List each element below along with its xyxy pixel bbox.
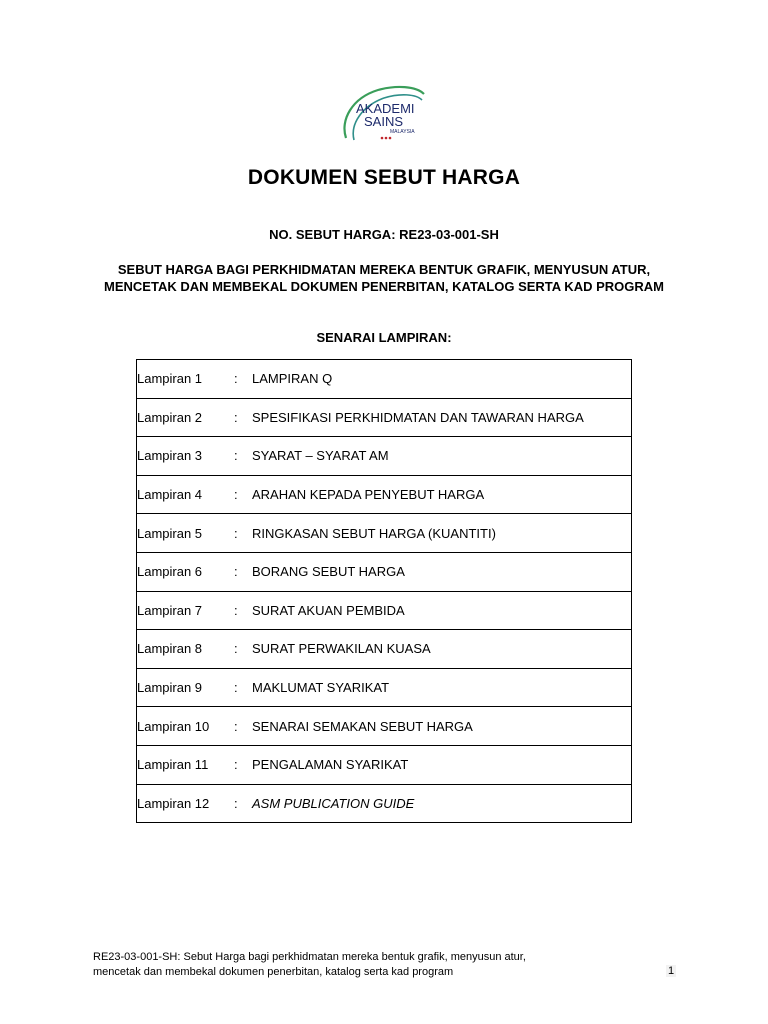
logo-graphic [338, 80, 430, 146]
attachment-separator: : [234, 514, 252, 553]
attachment-description: ARAHAN KEPADA PENYEBUT HARGA [252, 475, 632, 514]
attachment-name: Lampiran 6 [137, 552, 235, 591]
attachment-description: PENGALAMAN SYARIKAT [252, 745, 632, 784]
table-row [137, 784, 632, 823]
page-number: 1 [668, 965, 675, 977]
attachment-description: ASM PUBLICATION GUIDE [252, 784, 632, 823]
subject-line-1: SEBUT HARGA BAGI PERKHIDMATAN MEREKA BENTUK GRAFIK, MENYUSUN ATUR, [117, 262, 651, 277]
table-row [137, 437, 632, 476]
table-row [137, 707, 632, 746]
attachment-separator: : [234, 398, 252, 437]
attachment-name: Lampiran 2 [137, 398, 235, 437]
table-row [137, 552, 632, 591]
attachment-name: Lampiran 11 [137, 745, 235, 784]
attachment-description: BORANG SEBUT HARGA [252, 552, 632, 591]
attachment-separator: : [234, 630, 252, 669]
attachment-description: SPESIFIKASI PERKHIDMATAN DAN TAWARAN HARGA [252, 398, 632, 437]
attachment-name: Lampiran 12 [137, 784, 235, 823]
page-footer [93, 950, 613, 980]
quotation-reference: NO. SEBUT HARGA: RE23-03-001-SH [269, 227, 499, 242]
attachment-description: SURAT AKUAN PEMBIDA [252, 591, 632, 630]
attachment-name: Lampiran 1 [137, 360, 235, 399]
attachment-description: SENARAI SEMAKAN SEBUT HARGA [252, 707, 632, 746]
logo-text-akademi: AKADEMI [356, 101, 415, 116]
attachment-description: RINGKASAN SEBUT HARGA (KUANTITI) [252, 514, 632, 553]
attachment-separator: : [234, 591, 252, 630]
table-row [137, 630, 632, 669]
attachment-separator: : [234, 745, 252, 784]
subject-line-2: MENCETAK DAN MEMBEKAL DOKUMEN PENERBITAN, KATALOG SERTA KAD PROGRAM [104, 279, 664, 294]
logo-text-sains: SAINS [364, 114, 404, 129]
attachment-table [136, 359, 632, 823]
attachment-description: SURAT PERWAKILAN KUASA [252, 630, 632, 669]
table-row [137, 668, 632, 707]
attachment-separator: : [234, 784, 252, 823]
document-subject [0, 261, 768, 295]
table-row [137, 360, 632, 399]
attachment-name: Lampiran 9 [137, 668, 235, 707]
attachment-separator: : [234, 437, 252, 476]
table-row [137, 591, 632, 630]
table-row [137, 514, 632, 553]
attachment-description: MAKLUMAT SYARIKAT [252, 668, 632, 707]
akademi-sains-malaysia-logo [338, 80, 430, 146]
attachment-name: Lampiran 7 [137, 591, 235, 630]
attachment-description: SYARAT – SYARAT AM [252, 437, 632, 476]
table-row [137, 398, 632, 437]
attachment-name: Lampiran 5 [137, 514, 235, 553]
document-title: DOKUMEN SEBUT HARGA [247, 166, 521, 189]
table-row [137, 475, 632, 514]
attachment-separator: : [234, 707, 252, 746]
attachment-name: Lampiran 3 [137, 437, 235, 476]
attachment-name: Lampiran 10 [137, 707, 235, 746]
attachment-separator: : [234, 360, 252, 399]
footer-line-2: mencetak dan membekal dokumen penerbitan, katalog serta kad program [93, 966, 454, 978]
attachment-description: LAMPIRAN Q [252, 360, 632, 399]
table-row [137, 745, 632, 784]
attachment-list-heading: SENARAI LAMPIRAN: [316, 330, 452, 345]
footer-line-1: RE23-03-001-SH: Sebut Harga bagi perkhidmatan mereka bentuk grafik, menyusun atur, [93, 951, 526, 963]
attachment-name: Lampiran 8 [137, 630, 235, 669]
attachment-separator: : [234, 668, 252, 707]
logo-text-malaysia: MALAYSIA [390, 129, 415, 135]
attachment-separator: : [234, 552, 252, 591]
attachment-name: Lampiran 4 [137, 475, 235, 514]
attachment-separator: : [234, 475, 252, 514]
